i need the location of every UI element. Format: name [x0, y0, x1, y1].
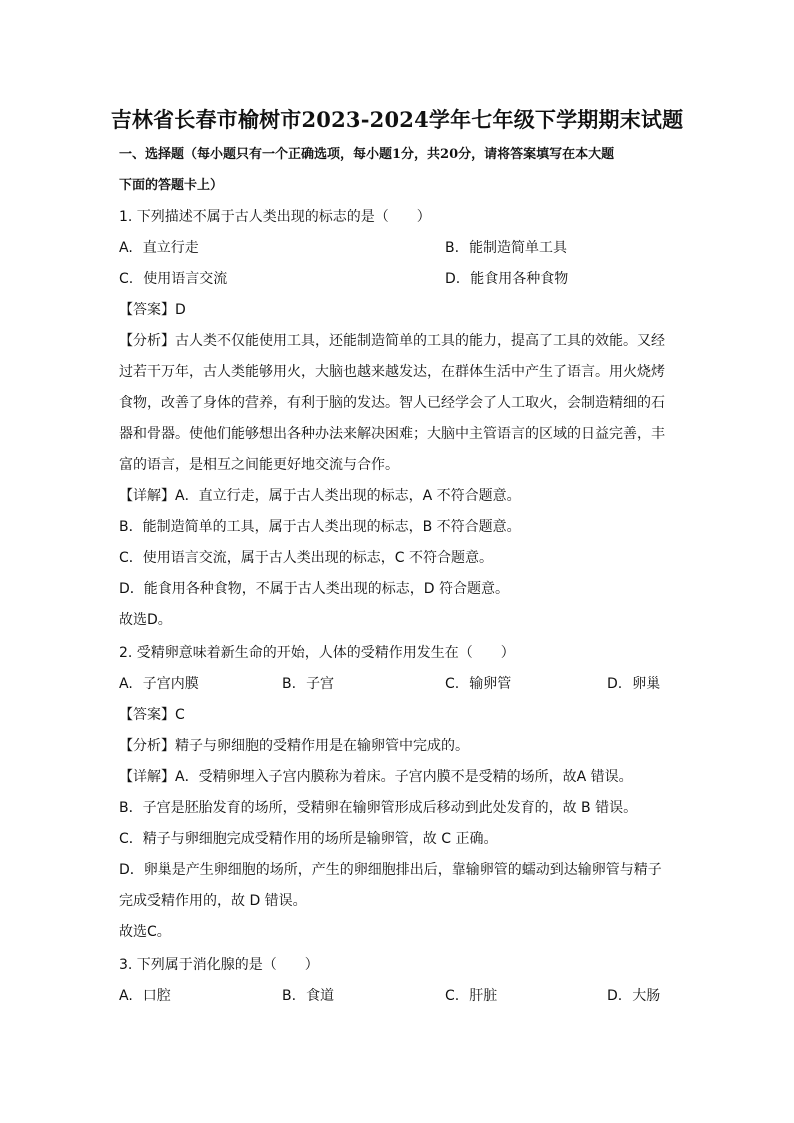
question-1-detail-line: C．使用语言交流，属于古人类出现的标志，C 不符合题意。	[119, 550, 493, 566]
question-3-option-b	[282, 986, 334, 1006]
option-text: 能食用各种食物	[470, 271, 569, 287]
question-3-option-a	[119, 986, 171, 1006]
question-1-detail-line: B．能制造简单的工具，属于古人类出现的标志，B 不符合题意。	[119, 519, 521, 535]
question-2-option-b	[282, 674, 334, 694]
question-2-detail-line: D．卵巢是产生卵细胞的场所，产生的卵细胞排出后，靠输卵管的蠕动到达输卵管与精子	[119, 862, 662, 878]
question-1-analysis-line: 食物，改善了身体的营养，有利于脑的发达。智人已经学会了人工取火，会制造精细的石	[119, 395, 665, 411]
question-1-answer: 【答案】D	[119, 302, 186, 318]
question-1-detail-line: 【详解】A．直立行走，属于古人类出现的标志，A 不符合题意。	[119, 488, 521, 504]
question-1-option-c	[119, 269, 227, 289]
option-letter: A.	[119, 988, 133, 1004]
option-text: 能制造简单工具	[469, 240, 568, 256]
option-letter: C.	[119, 271, 134, 287]
option-text: 子宫内膜	[142, 676, 199, 692]
question-1-option-a	[119, 238, 199, 258]
question-2-conclusion: 故选C。	[119, 924, 171, 940]
section-instructions-line-1: 一、选择题（每小题只有一个正确选项，每小题1分，共20分，请将答案填写在本大题	[119, 147, 615, 162]
option-letter: D.	[607, 988, 623, 1004]
question-2-detail-line: 【详解】A．受精卵埋入子宫内膜称为着床。子宫内膜不是受精的场所，故A 错误。	[119, 769, 633, 785]
option-letter: C.	[445, 676, 460, 692]
option-letter: B.	[282, 988, 297, 1004]
option-text: 口腔	[142, 988, 171, 1004]
option-letter: A.	[119, 240, 133, 256]
option-text: 肝脏	[469, 988, 498, 1004]
question-1-stem: 1. 下列描述不属于古人类出现的标志的是（ ）	[119, 209, 431, 225]
question-2-option-d	[607, 674, 660, 694]
question-1-conclusion: 故选D。	[119, 612, 172, 628]
question-2-answer: 【答案】C	[119, 707, 185, 723]
question-2-option-c	[445, 674, 511, 694]
option-letter: D.	[607, 676, 623, 692]
option-text: 子宫	[306, 676, 335, 692]
question-2-detail-line: B．子宫是胚胎发育的场所，受精卵在输卵管形成后移动到此处发育的，故 B 错误。	[119, 800, 638, 816]
question-3-stem: 3. 下列属于消化腺的是（ ）	[119, 957, 319, 973]
question-2-option-a	[119, 674, 199, 694]
question-2-stem: 2. 受精卵意味着新生命的开始，人体的受精作用发生在（ ）	[119, 645, 515, 661]
option-letter: A.	[119, 676, 133, 692]
option-text: 食道	[306, 988, 335, 1004]
section-instructions-line-2: 下面的答题卡上）	[119, 178, 224, 193]
question-1-analysis-line: 过若干万年，古人类能够用火，大脑也越来越发达，在群体生活中产生了语言。用火烧烤	[119, 364, 665, 380]
question-1-option-d	[445, 269, 568, 289]
page-title: 吉林省长春市榆树市2023-2024学年七年级下学期期末试题	[110, 107, 684, 132]
question-3-option-d	[607, 986, 660, 1006]
option-letter: B.	[445, 240, 460, 256]
option-text: 输卵管	[469, 676, 512, 692]
question-1-analysis-line: 器和骨器。使他们能够想出各种办法来解决困难；大脑中主管语言的区域的日益完善，丰	[119, 426, 665, 442]
question-1-analysis-line: 富的语言，是相互之间能更好地交流与合作。	[119, 457, 399, 473]
option-text: 直立行走	[142, 240, 199, 256]
option-letter: C.	[445, 988, 460, 1004]
question-3-option-c	[445, 986, 497, 1006]
question-2-detail-line: C．精子与卵细胞完成受精作用的场所是输卵管，故 C 正确。	[119, 831, 498, 847]
question-1-detail-line: D．能食用各种食物，不属于古人类出现的标志，D 符合题意。	[119, 581, 510, 597]
question-2-analysis: 【分析】精子与卵细胞的受精作用是在输卵管中完成的。	[119, 738, 469, 754]
option-text: 卵巢	[632, 676, 661, 692]
option-letter: B.	[282, 676, 297, 692]
question-1-analysis-line: 【分析】古人类不仅能使用工具，还能制造简单的工具的能力，提高了工具的效能。又经	[119, 333, 665, 349]
question-2-detail-line: 完成受精作用的，故 D 错误。	[119, 893, 307, 909]
question-1-option-b	[445, 238, 567, 258]
option-text: 大肠	[632, 988, 661, 1004]
option-text: 使用语言交流	[143, 271, 228, 287]
option-letter: D.	[445, 271, 461, 287]
